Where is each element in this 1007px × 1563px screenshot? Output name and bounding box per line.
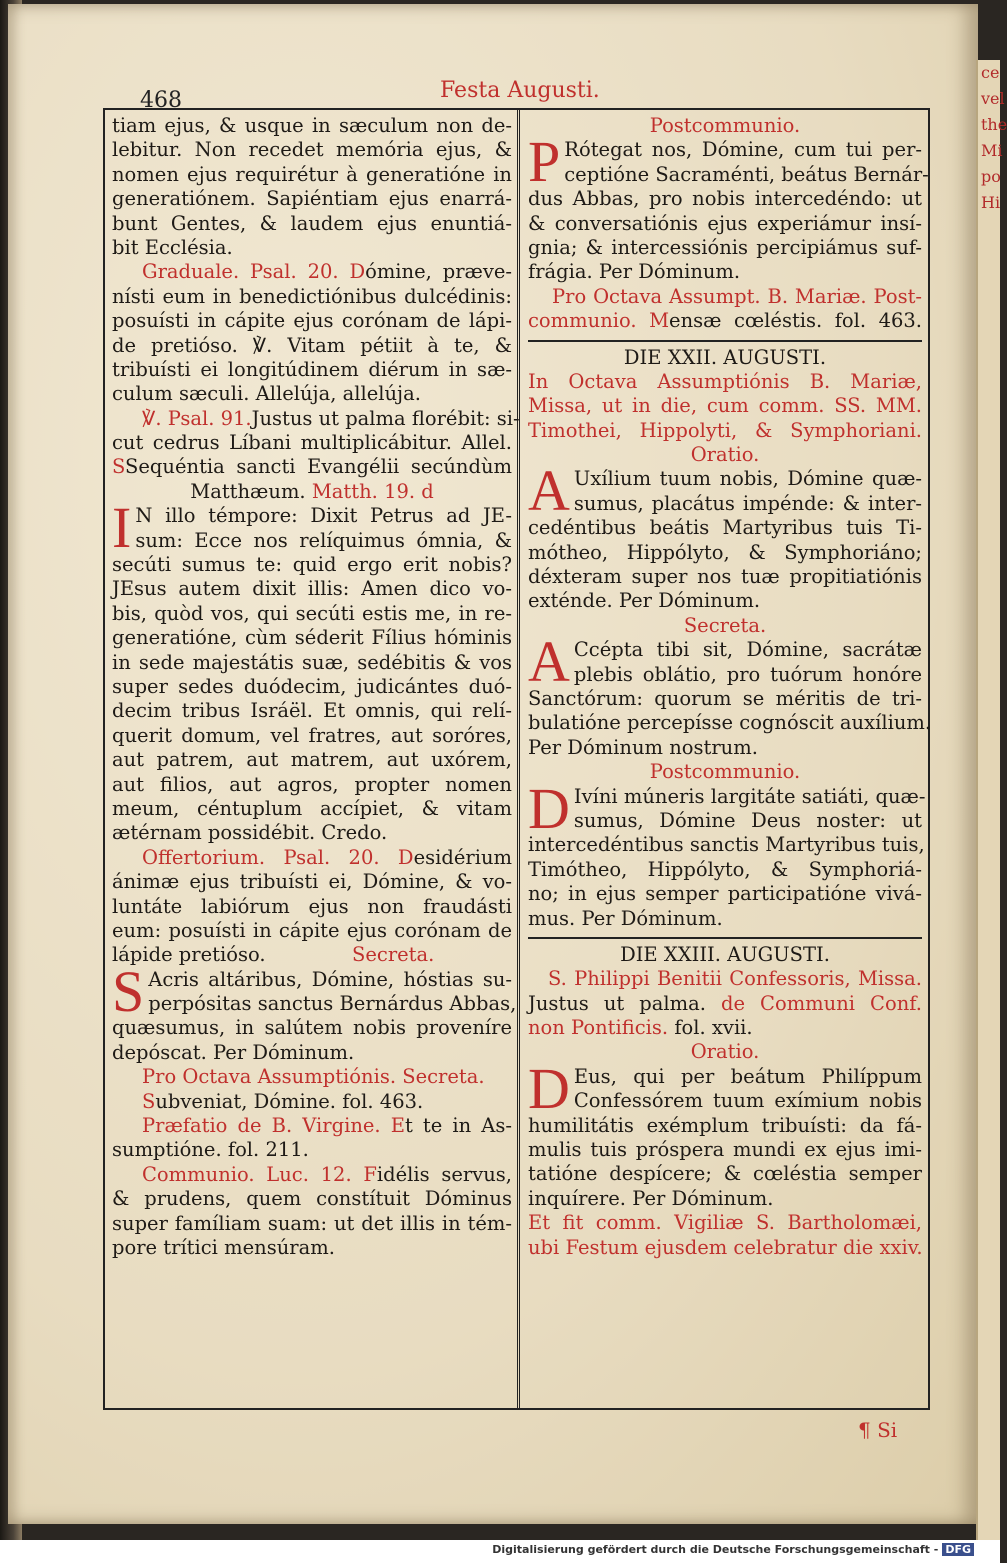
postcommunio-line: mus. Per Dóminum. bbox=[528, 906, 723, 930]
offertorium-line: luntáte labiórum ejus non fraudásti bbox=[112, 894, 512, 918]
text-line: bunt Gentes, & laudem ejus enuntiá- bbox=[112, 211, 512, 235]
text-line: nomen ejus requirétur à generatióne in bbox=[112, 162, 512, 186]
next-page-fragment: the bbox=[981, 115, 1007, 134]
oratio-line: mótheo, Hippólyto, & Symphoriáno; bbox=[528, 540, 922, 564]
rubric-line: Et fit comm. Vigiliæ S. Bartholomæi, bbox=[528, 1211, 922, 1235]
oratio-line: exténde. Per Dóminum. bbox=[528, 589, 761, 613]
gospel-line: querit domum, vel fratres, aut soróres, bbox=[112, 723, 512, 747]
graduale-line: tribuísti ei longitúdinem diérum in sæ- bbox=[112, 357, 512, 381]
gospel-line: aut filios, aut agros, propter nomen bbox=[112, 772, 512, 796]
secreta-line: Per Dóminum nostrum. bbox=[528, 735, 758, 759]
praefatio-line: Præfatio de B. Virgine. Et te in As- bbox=[142, 1114, 512, 1138]
octave-secreta-text: Subveniat, Dómine. fol. 463. bbox=[142, 1089, 424, 1113]
communio-line: Communio. Luc. 12. Fidélis servus, bbox=[142, 1162, 513, 1186]
left-column bbox=[112, 114, 520, 1260]
oratio-line: inquírere. Per Dóminum. bbox=[528, 1186, 774, 1210]
feast-title-line: Timothei, Hippolyti, & Symphoriani. bbox=[528, 418, 922, 442]
postcommunio-line: dus Abbas, pro nobis intercedéndo: ut bbox=[528, 187, 922, 211]
oratio-drop-initial: A bbox=[528, 458, 570, 524]
oratio-line: humilitátis exémplum tribuísti: da fá- bbox=[528, 1113, 922, 1137]
catchword: ¶ Si bbox=[858, 1418, 898, 1442]
octave-post-text: communio. Mensæ cœléstis. fol. 463. bbox=[528, 309, 922, 333]
offertorium-line: Offertorium. Psal. 20. Desidérium bbox=[142, 845, 512, 869]
oratio-line: mulis tuis próspera mundi ex ejus imi- bbox=[528, 1138, 922, 1162]
sequentia-line: SSequéntia sancti Evangélii secúndùm bbox=[112, 455, 512, 479]
postcommunio-text bbox=[528, 775, 926, 931]
postcommunio-line: intercedéntibus sanctis Martyribus tuis, bbox=[528, 833, 925, 857]
offertorium-line: eum: posuísti in cápite ejus corónam de bbox=[112, 918, 512, 942]
postcommunio-line: frágia. Per Dóminum. bbox=[528, 260, 741, 284]
secreta-text bbox=[528, 629, 932, 760]
column-divider bbox=[517, 110, 520, 1408]
section-rule bbox=[528, 340, 922, 342]
gospel-line: ætérnam possidébit. Credo. bbox=[112, 821, 388, 845]
running-head: Festa Augusti. bbox=[440, 78, 600, 103]
footer-bar bbox=[0, 1540, 1000, 1563]
secreta-line: bulatióne percepísse cognóscit auxílium. bbox=[528, 711, 932, 735]
postcommunio-line: no; in ejus semper participatióne vivá- bbox=[528, 882, 922, 906]
text-line: tiam ejus, & usque in sæculum non de- bbox=[112, 114, 512, 137]
oratio-line: cedéntibus beátis Martyribus tuis Ti- bbox=[528, 516, 922, 540]
secreta-line: quæsumus, in salútem nobis proveníre bbox=[112, 1016, 512, 1040]
postcommunio-heading: Postcommunio. bbox=[649, 760, 801, 784]
next-page-fragment: Mi bbox=[981, 141, 1003, 160]
graduale-line: culum sæculi. Allelúja, allelúja. bbox=[112, 382, 421, 406]
secreta-drop-initial: A bbox=[528, 629, 570, 695]
gospel-line: JEsus autem dixit illis: Amen dico vo- bbox=[112, 577, 512, 601]
right-column bbox=[528, 114, 932, 1260]
gospel-line: aut patrem, aut matrem, aut uxórem, bbox=[112, 748, 512, 772]
day-heading: DIE XXIII. AUGUSTI. bbox=[620, 942, 830, 966]
graduale-line: de pretióso. ℣. Vitam pétiit à te, & bbox=[112, 333, 512, 357]
praefatio-line: sumptióne. fol. 211. bbox=[112, 1138, 309, 1162]
secreta-heading: Secreta. bbox=[352, 943, 435, 967]
oratio-drop-initial: D bbox=[528, 1055, 570, 1121]
sequentia-ref: Matth. 19. d bbox=[311, 479, 434, 503]
communio-line: pore trítici mensúram. bbox=[112, 1235, 335, 1259]
gospel-line: generatióne, cùm séderit Fílius hóminis bbox=[112, 626, 512, 650]
gospel-line: N illo témpore: Dixit Petrus ad JE- bbox=[135, 504, 512, 528]
versus-line: ℣. Psal. 91.Justus ut palma florébit: si- bbox=[142, 406, 520, 430]
postcommunio-line: Timótheo, Hippólyto, & Symphoriá- bbox=[528, 857, 922, 881]
sequentia-line bbox=[112, 480, 512, 504]
gospel-drop-initial: I bbox=[112, 495, 132, 561]
sequentia-text: Matthæum. bbox=[190, 479, 306, 503]
oratio-line: Uxílium tuum nobis, Dómine quæ- bbox=[573, 467, 922, 491]
communio-line: super famíliam suam: ut det illis in tém- bbox=[112, 1211, 512, 1235]
versus-line: cut cedrus Líbani multiplicábitur. Allel. bbox=[112, 431, 512, 455]
secreta-line: plebis oblátio, pro tuórum honóre bbox=[573, 662, 922, 686]
rubric-line: ubi Festum ejusdem celebratur die xxiv. bbox=[528, 1235, 923, 1259]
octave-post-heading: Pro Octava Assumpt. B. Mariæ. Post- bbox=[552, 284, 922, 308]
page-number: 468 bbox=[140, 88, 182, 113]
communio-line: & prudens, quem constítuit Dóminus bbox=[112, 1187, 512, 1211]
dfg-logo: DFG bbox=[942, 1543, 974, 1556]
postcommunio-line: gnia; & intercessiónis percipiámus suf- bbox=[528, 235, 922, 259]
day-heading: DIE XXII. AUGUSTI. bbox=[623, 345, 827, 369]
gospel-line: meum, céntuplum accípiet, & vitam bbox=[112, 796, 512, 820]
oratio-line: Confessórem tuum exímium nobis bbox=[573, 1089, 922, 1113]
oratio-line: déxteram super nos tuæ propitiatiónis bbox=[528, 565, 922, 589]
secreta-line: Sanctórum: quorum se méritis de tri- bbox=[528, 686, 922, 710]
secreta-line: Ccépta tibi sit, Dómine, sacrátæ bbox=[573, 638, 922, 662]
postcommunio-line: sumus, Dómine Deus noster: ut bbox=[573, 808, 922, 832]
postcommunio-line: Ivíni múneris largitáte satiáti, quæ- bbox=[573, 784, 926, 808]
postcommunio-drop-initial: D bbox=[528, 775, 570, 841]
offertorium-line: lápide pretióso. bbox=[112, 943, 266, 967]
next-page-fragment: po bbox=[981, 167, 1001, 186]
postcommunio-line: Rótegat nos, Dómine, cum tui per- bbox=[564, 138, 922, 162]
graduale-line: Graduale. Psal. 20. Dómine, præve- bbox=[142, 260, 512, 284]
postcommunio-line: & conversatiónis ejus experiámur insí- bbox=[528, 211, 922, 235]
oratio-heading: Oratio. bbox=[690, 1040, 760, 1064]
sequentia-text: Sequéntia sancti Evangélii secúndùm bbox=[125, 455, 512, 479]
feast-ref: Justus ut palma. de Communi Conf. bbox=[528, 991, 922, 1015]
secreta-drop-initial: S bbox=[112, 958, 145, 1024]
feast-title-line: Missa, ut in die, cum comm. SS. MM. bbox=[528, 394, 922, 418]
secreta-line: Acris altáribus, Dómine, hóstias su- bbox=[148, 967, 512, 991]
gospel-line: secúti sumus te: quid ergo erit nobis? bbox=[112, 553, 512, 577]
postcommunio-line: ceptióne Sacraménti, beátus Bernár- bbox=[564, 162, 929, 186]
oratio-line: Eus, qui per beátum Philíppum bbox=[573, 1064, 922, 1088]
oratio-text bbox=[528, 1055, 922, 1211]
graduale-line: nísti eum in benedictiónibus dulcédinis: bbox=[112, 284, 512, 308]
graduale-line: posuísti in cápite ejus corónam de lápi- bbox=[112, 309, 512, 333]
postcommunio-heading: Postcommunio. bbox=[649, 114, 801, 137]
offertorium-line: ánimæ ejus tribuísti ei, Dómine, & vo- bbox=[112, 870, 512, 894]
gospel-line: super sedes duódecim, judicántes duó- bbox=[112, 674, 512, 698]
postcommunio-drop-initial: P bbox=[528, 129, 561, 195]
postcommunio-text bbox=[528, 129, 929, 284]
gospel-line: sum: Ecce nos relíquimus ómnia, & bbox=[135, 528, 512, 552]
secreta-heading: Secreta. bbox=[683, 613, 767, 637]
next-page-edge bbox=[976, 60, 1007, 1550]
text-line: lebitur. Non recedet memória ejus, & bbox=[112, 138, 512, 162]
secreta-text bbox=[112, 958, 517, 1066]
octave-secreta-heading: Pro Octava Assumptiónis. Secreta. bbox=[142, 1065, 485, 1089]
feast-title: S. Philippi Benitii Confessoris, Missa. bbox=[548, 967, 922, 991]
text-line: generatiónem. Sapiéntiam ejus enarrá- bbox=[112, 187, 512, 211]
oratio-text bbox=[528, 458, 922, 613]
secreta-line: depóscat. Per Dóminum. bbox=[112, 1040, 355, 1064]
gospel-line: decim tribus Isráël. Et omnis, qui relí- bbox=[112, 699, 512, 723]
gospel-line: bis, quòd vos, qui secúti estis me, in re- bbox=[112, 601, 512, 625]
secreta-line: perpósitas sanctus Bernárdus Abbas, bbox=[148, 992, 517, 1016]
next-page-fragment: vel bbox=[981, 89, 1005, 108]
next-page-fragment: ce bbox=[981, 63, 1000, 82]
oratio-heading: Oratio. bbox=[690, 443, 760, 467]
gospel-line: in sede majestátis suæ, sedébitis & vos bbox=[112, 650, 512, 674]
text-line: bit Ecclésia. bbox=[112, 235, 233, 259]
feast-ref: non Pontificis. fol. xvii. bbox=[528, 1016, 753, 1040]
section-rule bbox=[528, 937, 922, 939]
footer-credit: Digitalisierung gefördert durch die Deutsche Forschungsgemeinschaft - DFG bbox=[492, 1543, 974, 1556]
next-page-fragment: Hi bbox=[981, 193, 1001, 212]
oratio-line: sumus, placátus impénde: & inter- bbox=[573, 491, 922, 515]
feast-title-line: In Octava Assumptiónis B. Mariæ, bbox=[528, 369, 922, 393]
oratio-line: tatióne despícere; & cœléstia semper bbox=[528, 1162, 922, 1186]
gospel-text bbox=[112, 495, 512, 845]
